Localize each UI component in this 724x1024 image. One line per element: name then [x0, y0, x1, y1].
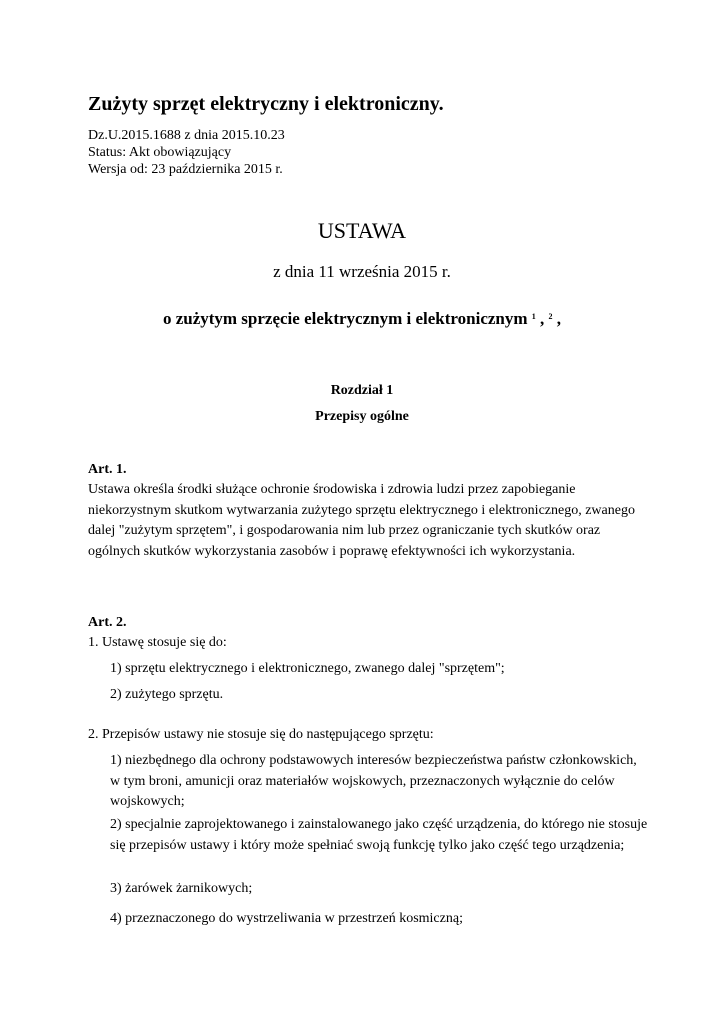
- article-2-heading: Art. 2.: [88, 615, 127, 630]
- chapter-number: Rozdział 1: [330, 383, 394, 398]
- article-2-section-2-intro: 2. Przepisów ustawy nie stosuje się do następującego sprzętu:: [88, 727, 434, 742]
- article-1-text: Ustawa określa środki służące ochronie środowiska i zdrowia ludzi przez zapobieganie niekorzystnym skutkom wytwarzania zużytego sprzętu elektrycznego i elektronicznego, zwanego dalej "zużytym sprzętem", i gospodarowania nim lub przez ograniczanie tych skutków oraz ogólnych skutków wykorzystania zasobów i poprawę efektywności ich wykorzystania.: [88, 482, 635, 559]
- article-2-section-2-item: 1) niezbędnego dla ochrony podstawowych interesów bezpieczeństwa państw członkowskich, w tym broni, amunicji oraz materiałów wojskowych, przeznaczonych wyłącznie do celów wojskowych;: [110, 753, 637, 809]
- footnote-ref-1[interactable]: 1: [531, 312, 536, 321]
- document-status: Status: Akt obowiązujący: [88, 145, 232, 160]
- article-2-section-1-intro: 1. Ustawę stosuje się do:: [88, 635, 227, 650]
- act-subject-text: o zużytym sprzęcie elektrycznym i elektronicznym: [162, 309, 528, 328]
- document-reference: Dz.U.2015.1688 z dnia 2015.10.23: [88, 128, 285, 143]
- footnote-end: ,: [556, 309, 562, 328]
- article-2-section-2-item: 2) specjalnie zaprojektowanego i zainstalowanego jako część urządzenia, do którego nie stosuje się przepisów ustawy i który może spełniać swoją funkcję tylko jako część tego urządzenia;: [110, 817, 648, 853]
- article-2-section-2-item: 3) żarówek żarnikowych;: [110, 881, 253, 896]
- footnote-ref-2[interactable]: 2: [548, 312, 553, 321]
- chapter-title: Przepisy ogólne: [315, 409, 409, 424]
- article-1-heading: Art. 1.: [88, 462, 127, 477]
- article-2-section-1-item: 1) sprzętu elektrycznego i elektronicznego, zwanego dalej "sprzętem";: [110, 661, 505, 676]
- document-version: Wersja od: 23 października 2015 r.: [88, 162, 283, 177]
- act-type: USTAWA: [317, 218, 407, 243]
- footnote-separator: ,: [540, 309, 545, 328]
- article-2-section-2-item: 4) przeznaczonego do wystrzeliwania w przestrzeń kosmiczną;: [110, 911, 463, 926]
- document-title: Zużyty sprzęt elektryczny i elektroniczny.: [88, 93, 444, 115]
- act-subject: [0, 309, 724, 329]
- act-date: z dnia 11 września 2015 r.: [273, 262, 451, 281]
- article-2-section-1-item: 2) zużytego sprzętu.: [110, 687, 224, 702]
